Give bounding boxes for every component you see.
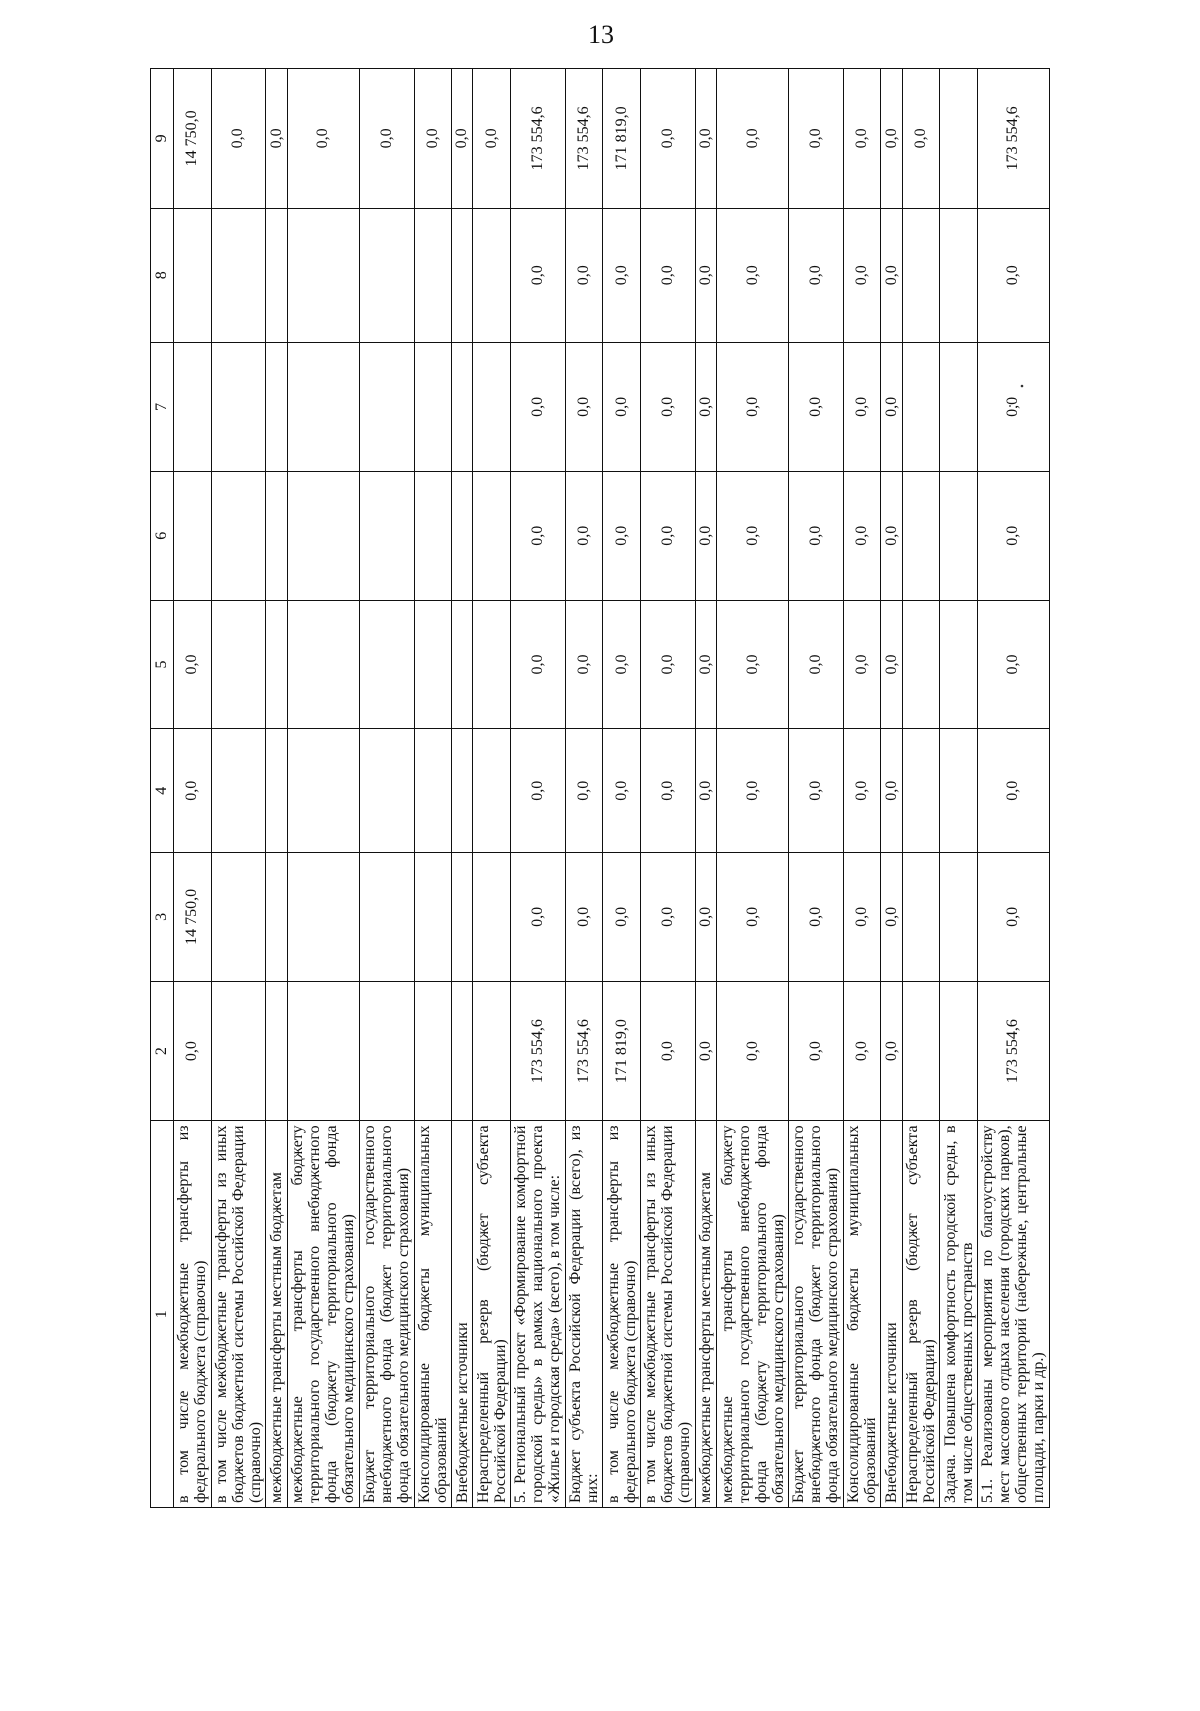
value-cell [452, 600, 473, 729]
page-number: 13 [588, 20, 614, 49]
value-cell: 0,0 [174, 729, 212, 852]
value-cell: 173 554,6 [565, 69, 603, 209]
value-cell: 0,0 [977, 600, 1049, 729]
value-cell [174, 342, 212, 471]
column-header: 4 [151, 729, 174, 852]
value-cell: 171 819,0 [603, 69, 641, 209]
row-label: Консолидированные бюджеты муниципальных образований [414, 1121, 452, 1508]
column-header: 8 [151, 208, 174, 342]
table-row [603, 69, 641, 1508]
value-cell [414, 471, 452, 600]
value-cell [211, 342, 266, 471]
value-cell [414, 208, 452, 342]
table-row [359, 69, 414, 1508]
value-cell: 173 554,6 [977, 69, 1049, 209]
row-label: в том числе межбюджетные трансферты из иных бюджетов бюджетной системы Российской Федерации (справочно) [640, 1121, 695, 1508]
column-header: 7 [151, 342, 174, 471]
value-cell [287, 729, 359, 852]
value-cell [940, 208, 978, 342]
value-cell: 0,0 [881, 69, 902, 209]
row-label: в том числе межбюджетные трансферты из федерального бюджета (справочно) [603, 1121, 641, 1508]
table-row [473, 69, 511, 1508]
value-cell: 0,0 [603, 600, 641, 729]
value-cell: 0,0 [789, 600, 844, 729]
column-header: 9 [151, 69, 174, 209]
value-cell [287, 342, 359, 471]
value-cell: 0,0 [414, 69, 452, 209]
value-cell: 0,0 [510, 729, 565, 852]
value-cell: 0,0 [881, 342, 902, 471]
value-cell [174, 471, 212, 600]
value-cell [452, 471, 473, 600]
table-row [902, 69, 940, 1508]
value-cell [266, 981, 287, 1121]
value-cell: 0,0 [789, 208, 844, 342]
value-cell: 0,0 [977, 342, 1049, 471]
value-cell: 0,0 [603, 208, 641, 342]
value-cell: 0,0 [716, 208, 788, 342]
value-cell: 0,0 [695, 729, 716, 852]
table-row [266, 69, 287, 1508]
value-cell [359, 981, 414, 1121]
value-cell [174, 208, 212, 342]
value-cell: 0,0 [881, 208, 902, 342]
value-cell: 0,0 [695, 600, 716, 729]
value-cell: 0,0 [452, 69, 473, 209]
value-cell: 0,0 [716, 342, 788, 471]
value-cell [211, 729, 266, 852]
value-cell [414, 600, 452, 729]
value-cell: 0,0 [603, 342, 641, 471]
value-cell: 0,0 [843, 981, 881, 1121]
value-cell: 0,0 [977, 471, 1049, 600]
value-cell: 0,0 [565, 208, 603, 342]
table-row [287, 69, 359, 1508]
value-cell: 0,0 [789, 852, 844, 981]
row-label: Консолидированные бюджеты муниципальных образований [843, 1121, 881, 1508]
value-cell [940, 342, 978, 471]
row-label: Бюджет территориального государственного внебюджетного фонда (бюджет территориального фонда обязательного медицинского страхования) [789, 1121, 844, 1508]
value-cell: 0,0 [473, 69, 511, 209]
value-cell: 0,0 [640, 471, 695, 600]
value-cell: 0,0 [640, 729, 695, 852]
value-cell: 0,0 [881, 471, 902, 600]
value-cell: 0,0 [174, 600, 212, 729]
row-label: Нераспределенный резерв (бюджет субъекта Российской Федерации) [902, 1121, 940, 1508]
table-row [940, 69, 978, 1508]
value-cell: 0,0 [977, 852, 1049, 981]
row-label: межбюджетные трансферты бюджету территориального государственного внебюджетного фонда (бюджету территориального фонда обязательного медицинского страхования) [716, 1121, 788, 1508]
value-cell: 173 554,6 [977, 981, 1049, 1121]
value-cell [211, 600, 266, 729]
row-label: Внебюджетные источники [881, 1121, 902, 1508]
row-label: межбюджетные трансферты местным бюджетам [695, 1121, 716, 1508]
value-cell: 0,0 [881, 852, 902, 981]
value-cell [414, 729, 452, 852]
value-cell: 0,0 [716, 981, 788, 1121]
value-cell: 0,0 [640, 852, 695, 981]
value-cell [902, 729, 940, 852]
value-cell: 0,0 [640, 69, 695, 209]
value-cell [287, 852, 359, 981]
value-cell [902, 471, 940, 600]
value-cell: 0,0 [640, 208, 695, 342]
row-label: межбюджетные трансферты местным бюджетам [266, 1121, 287, 1508]
row-label: Нераспределенный резерв (бюджет субъекта Российской Федерации) [473, 1121, 511, 1508]
table-row [414, 69, 452, 1508]
value-cell [940, 69, 978, 209]
value-cell: 0,0 [640, 981, 695, 1121]
value-cell: 0,0 [174, 981, 212, 1121]
value-cell: 0,0 [510, 600, 565, 729]
value-cell: 0,0 [716, 471, 788, 600]
value-cell: 0,0 [266, 69, 287, 209]
value-cell: 0,0 [789, 342, 844, 471]
value-cell [452, 852, 473, 981]
value-cell: 0,0 [565, 729, 603, 852]
value-cell: 0,0 [789, 69, 844, 209]
table-row [211, 69, 266, 1508]
value-cell: 0,0 [695, 342, 716, 471]
value-cell: 0,0 [695, 69, 716, 209]
budget-table [150, 68, 1050, 1508]
value-cell [902, 208, 940, 342]
value-cell [414, 342, 452, 471]
value-cell: 0,0 [695, 981, 716, 1121]
value-cell: 0,0 [716, 852, 788, 981]
value-cell: 0,0 [843, 342, 881, 471]
value-cell: 0,0 [881, 600, 902, 729]
value-cell: 0,0 [603, 471, 641, 600]
value-cell: 0,0 [565, 471, 603, 600]
value-cell [287, 981, 359, 1121]
value-cell: 0,0 [843, 852, 881, 981]
row-label: в том числе межбюджетные трансферты из федерального бюджета (справочно) [174, 1121, 212, 1508]
value-cell: 0,0 [881, 981, 902, 1121]
value-cell: 0,0 [695, 471, 716, 600]
value-cell [359, 471, 414, 600]
value-cell [452, 208, 473, 342]
value-cell: 0,0 [843, 208, 881, 342]
column-header: 3 [151, 852, 174, 981]
table-row [789, 69, 844, 1508]
row-label: 5. Региональный проект «Формирование комфортной городской среды» в рамках национального проекта «Жилье и городская среда» (всего), в том числе: [510, 1121, 565, 1508]
table-row [565, 69, 603, 1508]
value-cell [414, 981, 452, 1121]
row-label: Бюджет территориального государственного внебюджетного фонда (бюджет территориального фонда обязательного медицинского страхования) [359, 1121, 414, 1508]
value-cell [266, 342, 287, 471]
value-cell [473, 471, 511, 600]
table-row [977, 69, 1049, 1508]
value-cell: 0,0 [565, 342, 603, 471]
value-cell [902, 600, 940, 729]
table-row [881, 69, 902, 1508]
value-cell: 0,0 [789, 471, 844, 600]
value-cell [473, 600, 511, 729]
value-cell [211, 471, 266, 600]
value-cell: 0,0 [902, 69, 940, 209]
rotated-table-container [150, 68, 1050, 1508]
value-cell: 0,0 [843, 69, 881, 209]
row-label: 5.1. Реализованы мероприятия по благоустройству мест массового отдыха населения (городских парков), общественных территорий (набережные, центральные площади, парки и др.) [977, 1121, 1049, 1508]
value-cell: 0,0 [211, 69, 266, 209]
value-cell [473, 981, 511, 1121]
value-cell [211, 208, 266, 342]
value-cell [266, 208, 287, 342]
value-cell [414, 852, 452, 981]
value-cell [359, 342, 414, 471]
value-cell: 0,0 [565, 600, 603, 729]
table-row [716, 69, 788, 1508]
value-cell: 0,0 [640, 342, 695, 471]
value-cell [359, 729, 414, 852]
column-header: 2 [151, 981, 174, 1121]
value-cell [266, 852, 287, 981]
table-row [843, 69, 881, 1508]
value-cell [452, 981, 473, 1121]
value-cell: 0,0 [510, 342, 565, 471]
column-header: 1 [151, 1121, 174, 1508]
column-header: 6 [151, 471, 174, 600]
value-cell [211, 981, 266, 1121]
value-cell [287, 208, 359, 342]
value-cell: 0,0 [843, 471, 881, 600]
value-cell: 173 554,6 [510, 69, 565, 209]
value-cell [940, 600, 978, 729]
row-label: межбюджетные трансферты бюджету территориального государственного внебюджетного фонда (бюджету территориального фонда обязательного медицинского страхования) [287, 1121, 359, 1508]
value-cell [359, 852, 414, 981]
value-cell [473, 729, 511, 852]
value-cell [359, 208, 414, 342]
value-cell: 0,0 [510, 852, 565, 981]
value-cell: 0,0 [640, 600, 695, 729]
value-cell: 0,0 [510, 471, 565, 600]
table-row [640, 69, 695, 1508]
value-cell [266, 600, 287, 729]
row-label: Бюджет субъекта Российской Федерации (всего), из них: [565, 1121, 603, 1508]
value-cell: 0,0 [716, 69, 788, 209]
table-row [695, 69, 716, 1508]
value-cell [452, 729, 473, 852]
value-cell: 0,0 [287, 69, 359, 209]
value-cell [940, 729, 978, 852]
value-cell: 14 750,0 [174, 852, 212, 981]
row-label: в том числе межбюджетные трансферты из иных бюджетов бюджетной системы Российской Федерации (справочно) [211, 1121, 266, 1508]
value-cell: 173 554,6 [565, 981, 603, 1121]
value-cell: 171 819,0 [603, 981, 641, 1121]
value-cell: 14 750,0 [174, 69, 212, 209]
value-cell: 0,0 [789, 981, 844, 1121]
value-cell: 0,0 [603, 729, 641, 852]
header-row [151, 69, 174, 1508]
value-cell: 0,0 [565, 852, 603, 981]
value-cell: 0,0 [843, 600, 881, 729]
table-row [174, 69, 212, 1508]
value-cell [902, 852, 940, 981]
value-cell [473, 852, 511, 981]
value-cell [359, 600, 414, 729]
value-cell [940, 981, 978, 1121]
row-label: Внебюджетные источники [452, 1121, 473, 1508]
value-cell: 0,0 [695, 852, 716, 981]
row-label: Задача. Повышена комфортность городской среды, в том числе общественных пространств [940, 1121, 978, 1508]
value-cell [473, 342, 511, 471]
value-cell [473, 208, 511, 342]
value-cell: 0,0 [977, 729, 1049, 852]
value-cell: 173 554,6 [510, 981, 565, 1121]
value-cell [452, 342, 473, 471]
value-cell: 0,0 [716, 600, 788, 729]
table-body [174, 69, 1050, 1508]
value-cell: 0,0 [977, 208, 1049, 342]
value-cell: 0,0 [603, 852, 641, 981]
value-cell [902, 981, 940, 1121]
value-cell [266, 471, 287, 600]
table-row [452, 69, 473, 1508]
value-cell: 0,0 [716, 729, 788, 852]
value-cell [902, 342, 940, 471]
column-header: 5 [151, 600, 174, 729]
value-cell: 0,0 [789, 729, 844, 852]
table-row [510, 69, 565, 1508]
value-cell [211, 852, 266, 981]
value-cell [940, 471, 978, 600]
value-cell: 0,0 [695, 208, 716, 342]
value-cell [940, 852, 978, 981]
value-cell: 0,0 [359, 69, 414, 209]
value-cell: 0,0 [510, 208, 565, 342]
value-cell: 0,0 [843, 729, 881, 852]
value-cell [266, 729, 287, 852]
value-cell [287, 600, 359, 729]
value-cell: 0,0 [881, 729, 902, 852]
value-cell [287, 471, 359, 600]
